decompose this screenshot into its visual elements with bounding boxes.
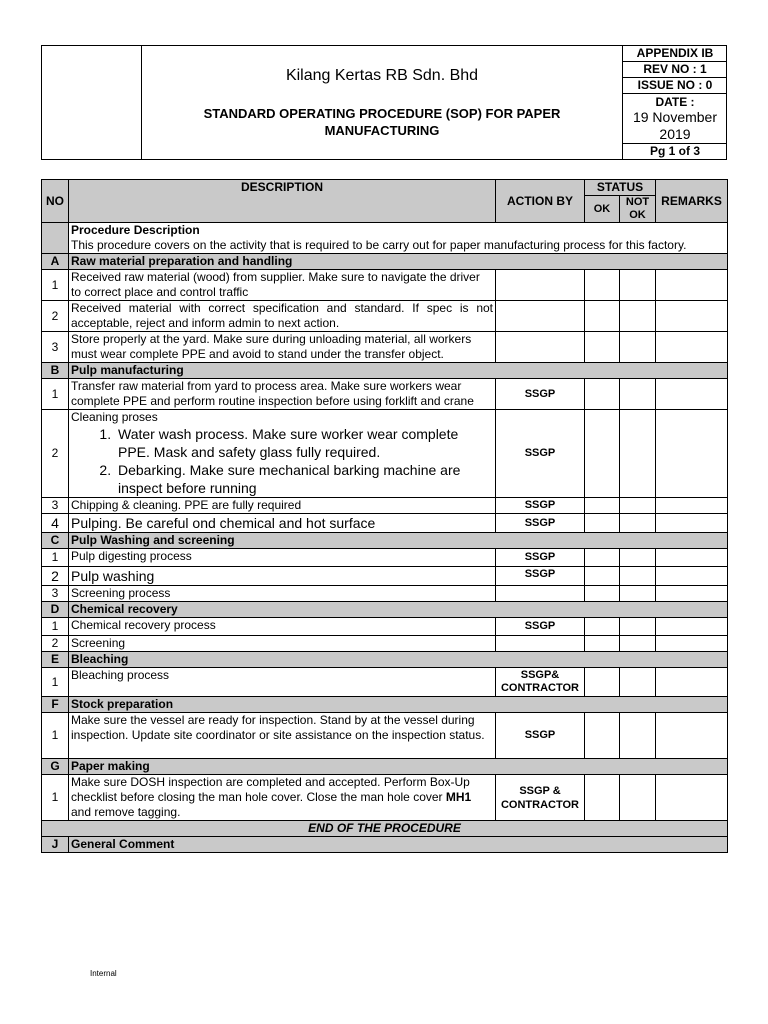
section-title: Raw material preparation and handling bbox=[69, 254, 728, 270]
section-row bbox=[42, 759, 728, 775]
row-description: Store properly at the yard. Make sure during unloading material, all workers must wear complete PPE and avoid to stand under the transfer object. bbox=[69, 332, 496, 363]
row-description: Received raw material (wood) from supplier. Make sure to navigate the driver to correct place and control traffic bbox=[69, 270, 496, 301]
row-not-ok-cell[interactable] bbox=[620, 379, 656, 410]
row-not-ok-cell[interactable] bbox=[620, 514, 656, 533]
row-description: Pulp washing bbox=[69, 567, 496, 586]
table-row bbox=[42, 514, 728, 533]
row-action-by: SSGP bbox=[496, 713, 585, 759]
row-remarks-cell[interactable] bbox=[656, 498, 728, 514]
row-action-by bbox=[496, 301, 585, 332]
col-status: STATUS bbox=[585, 180, 656, 196]
issue-number: ISSUE NO : 0 bbox=[623, 78, 727, 94]
section-row bbox=[42, 533, 728, 549]
row-not-ok-cell[interactable] bbox=[620, 301, 656, 332]
row-no: 3 bbox=[42, 498, 69, 514]
section-row bbox=[42, 602, 728, 618]
table-row bbox=[42, 636, 728, 652]
row-not-ok-cell[interactable] bbox=[620, 713, 656, 759]
table-row bbox=[42, 668, 728, 697]
row-action-by bbox=[496, 270, 585, 301]
row-ok-cell[interactable] bbox=[585, 713, 620, 759]
row-description: Received material with correct specification and standard. If spec is not acceptable, reject and inform admin to next action. bbox=[69, 301, 496, 332]
section-letter: A bbox=[42, 254, 69, 270]
section-letter: J bbox=[42, 837, 69, 853]
row-description-text: and remove tagging. bbox=[71, 805, 181, 819]
row-description bbox=[69, 410, 496, 498]
row-description: Chemical recovery process bbox=[69, 618, 496, 636]
company-name: Kilang Kertas RB Sdn. Bhd bbox=[285, 67, 479, 84]
row-description bbox=[69, 775, 496, 821]
row-action-by: SSGP bbox=[496, 567, 585, 586]
row-remarks-cell[interactable] bbox=[656, 410, 728, 498]
row-no: 3 bbox=[42, 332, 69, 363]
table-row bbox=[42, 567, 728, 586]
row-remarks-cell[interactable] bbox=[656, 636, 728, 652]
row-ok-cell[interactable] bbox=[585, 636, 620, 652]
row-not-ok-cell[interactable] bbox=[620, 668, 656, 697]
header-title-block bbox=[142, 46, 623, 159]
table-row bbox=[42, 586, 728, 602]
procedure-row bbox=[42, 223, 728, 254]
row-remarks-cell[interactable] bbox=[656, 332, 728, 363]
sop-table bbox=[41, 179, 728, 853]
procedure-text: This procedure covers on the activity that is required to be carry out for paper manufacturing process for this factory. bbox=[71, 238, 687, 252]
row-no: 1 bbox=[42, 618, 69, 636]
row-action-by: SSGP & CONTRACTOR bbox=[496, 775, 585, 821]
table-row bbox=[42, 301, 728, 332]
row-remarks-cell[interactable] bbox=[656, 775, 728, 821]
section-letter: F bbox=[42, 697, 69, 713]
section-row bbox=[42, 652, 728, 668]
list-item: 2. Debarking. Make sure mechanical barking machine are inspect before running bbox=[115, 461, 493, 497]
row-description: Make sure the vessel are ready for inspection. Stand by at the vessel during inspection. Update site coordinator or site assistance on the inspection status. bbox=[69, 713, 496, 759]
row-remarks-cell[interactable] bbox=[656, 618, 728, 636]
procedure-no bbox=[42, 223, 69, 254]
row-action-by: SSGP& CONTRACTOR bbox=[496, 668, 585, 697]
row-action-by: SSGP bbox=[496, 410, 585, 498]
row-remarks-cell[interactable] bbox=[656, 549, 728, 567]
section-row bbox=[42, 254, 728, 270]
row-ok-cell[interactable] bbox=[585, 514, 620, 533]
row-description: Pulping. Be careful ond chemical and hot surface bbox=[69, 514, 496, 533]
row-no: 4 bbox=[42, 514, 69, 533]
row-action-by: SSGP bbox=[496, 514, 585, 533]
section-row bbox=[42, 363, 728, 379]
row-description: Chipping & cleaning. PPE are fully required bbox=[69, 498, 496, 514]
row-description-text: Make sure DOSH inspection are completed and accepted. Perform Box-Up checklist before closing the man hole cover. Close the man hole cover bbox=[71, 775, 470, 804]
table-row bbox=[42, 549, 728, 567]
row-action-by: SSGP bbox=[496, 618, 585, 636]
row-no: 3 bbox=[42, 586, 69, 602]
col-ok: OK bbox=[585, 196, 620, 223]
row-ok-cell[interactable] bbox=[585, 668, 620, 697]
manhole-id: MH1 bbox=[445, 790, 472, 804]
row-ok-cell[interactable] bbox=[585, 332, 620, 363]
row-ok-cell[interactable] bbox=[585, 549, 620, 567]
end-of-procedure: END OF THE PROCEDURE bbox=[42, 821, 728, 837]
row-ok-cell[interactable] bbox=[585, 270, 620, 301]
row-ok-cell[interactable] bbox=[585, 586, 620, 602]
row-action-by: SSGP bbox=[496, 549, 585, 567]
col-no: NO bbox=[42, 180, 69, 223]
row-action-by bbox=[496, 586, 585, 602]
row-action-by bbox=[496, 332, 585, 363]
row-no: 2 bbox=[42, 410, 69, 498]
section-title: Chemical recovery bbox=[69, 602, 728, 618]
row-remarks-cell[interactable] bbox=[656, 301, 728, 332]
row-not-ok-cell[interactable] bbox=[620, 567, 656, 586]
row-not-ok-cell[interactable] bbox=[620, 270, 656, 301]
cleaning-steps-list bbox=[71, 425, 493, 497]
table-header-row-1 bbox=[42, 180, 728, 196]
row-not-ok-cell[interactable] bbox=[620, 636, 656, 652]
row-no: 1 bbox=[42, 668, 69, 697]
section-letter: E bbox=[42, 652, 69, 668]
date-value: 19 November 2019 bbox=[632, 109, 718, 142]
procedure-heading: Procedure Description bbox=[71, 223, 200, 237]
row-no: 2 bbox=[42, 567, 69, 586]
row-no: 1 bbox=[42, 270, 69, 301]
col-remarks: REMARKS bbox=[656, 180, 728, 223]
row-ok-cell[interactable] bbox=[585, 379, 620, 410]
list-item: 1. Water wash process. Make sure worker wear complete PPE. Mask and safety glass fully required. bbox=[115, 425, 493, 461]
section-title: Pulp manufacturing bbox=[69, 363, 728, 379]
section-title: Stock preparation bbox=[69, 697, 728, 713]
row-not-ok-cell[interactable] bbox=[620, 498, 656, 514]
col-not-ok: NOT OK bbox=[620, 196, 656, 223]
end-row bbox=[42, 821, 728, 837]
row-description: Bleaching process bbox=[69, 668, 496, 697]
row-remarks-cell[interactable] bbox=[656, 379, 728, 410]
row-action-by bbox=[496, 636, 585, 652]
table-row bbox=[42, 775, 728, 821]
section-title: Pulp Washing and screening bbox=[69, 533, 728, 549]
row-not-ok-cell[interactable] bbox=[620, 410, 656, 498]
row-ok-cell[interactable] bbox=[585, 618, 620, 636]
row-no: 2 bbox=[42, 636, 69, 652]
row-ok-cell[interactable] bbox=[585, 410, 620, 498]
row-remarks-cell[interactable] bbox=[656, 514, 728, 533]
row-not-ok-cell[interactable] bbox=[620, 775, 656, 821]
row-remarks-cell[interactable] bbox=[656, 586, 728, 602]
table-row bbox=[42, 379, 728, 410]
table-row bbox=[42, 498, 728, 514]
table-row bbox=[42, 410, 728, 498]
row-no: 1 bbox=[42, 775, 69, 821]
row-ok-cell[interactable] bbox=[585, 498, 620, 514]
row-description-text: Cleaning proses bbox=[71, 410, 158, 424]
section-row bbox=[42, 837, 728, 853]
row-description: Screening process bbox=[69, 586, 496, 602]
table-row bbox=[42, 618, 728, 636]
procedure-description bbox=[69, 223, 728, 254]
rev-number: REV NO : 1 bbox=[623, 62, 727, 78]
row-ok-cell[interactable] bbox=[585, 567, 620, 586]
row-not-ok-cell[interactable] bbox=[620, 332, 656, 363]
row-not-ok-cell[interactable] bbox=[620, 618, 656, 636]
page-number: Pg 1 of 3 bbox=[649, 144, 700, 158]
row-no: 1 bbox=[42, 713, 69, 759]
row-description: Transfer raw material from yard to process area. Make sure workers wear complete PPE and perform routine inspection before using forklift and crane bbox=[69, 379, 496, 410]
logo-placeholder bbox=[42, 46, 142, 159]
row-action-by: SSGP bbox=[496, 379, 585, 410]
row-remarks-cell[interactable] bbox=[656, 567, 728, 586]
row-ok-cell[interactable] bbox=[585, 775, 620, 821]
row-remarks-cell[interactable] bbox=[656, 713, 728, 759]
date-cell bbox=[623, 94, 727, 144]
col-description: DESCRIPTION bbox=[69, 180, 496, 223]
table-row bbox=[42, 713, 728, 759]
col-action-by: ACTION BY bbox=[496, 180, 585, 223]
section-letter: G bbox=[42, 759, 69, 775]
document-header bbox=[41, 45, 727, 160]
section-letter: D bbox=[42, 602, 69, 618]
section-letter: B bbox=[42, 363, 69, 379]
appendix-label: APPENDIX IB bbox=[623, 46, 727, 62]
row-description: Pulp digesting process bbox=[69, 549, 496, 567]
row-remarks-cell[interactable] bbox=[656, 270, 728, 301]
table-row bbox=[42, 270, 728, 301]
document-meta bbox=[623, 46, 727, 159]
row-not-ok-cell[interactable] bbox=[620, 586, 656, 602]
row-remarks-cell[interactable] bbox=[656, 668, 728, 697]
section-letter: C bbox=[42, 533, 69, 549]
general-comment-title: General Comment bbox=[69, 837, 728, 853]
row-no: 1 bbox=[42, 549, 69, 567]
section-row bbox=[42, 697, 728, 713]
table-row bbox=[42, 332, 728, 363]
classification-label: Internal bbox=[90, 969, 117, 978]
row-action-by: SSGP bbox=[496, 498, 585, 514]
row-ok-cell[interactable] bbox=[585, 301, 620, 332]
row-not-ok-cell[interactable] bbox=[620, 549, 656, 567]
date-label: DATE : bbox=[655, 95, 695, 109]
row-no: 2 bbox=[42, 301, 69, 332]
section-title: Bleaching bbox=[69, 652, 728, 668]
row-description: Screening bbox=[69, 636, 496, 652]
row-no: 1 bbox=[42, 379, 69, 410]
sop-title: STANDARD OPERATING PROCEDURE (SOP) FOR PAPER MANUFACTURING bbox=[203, 106, 561, 138]
section-title: Paper making bbox=[69, 759, 728, 775]
